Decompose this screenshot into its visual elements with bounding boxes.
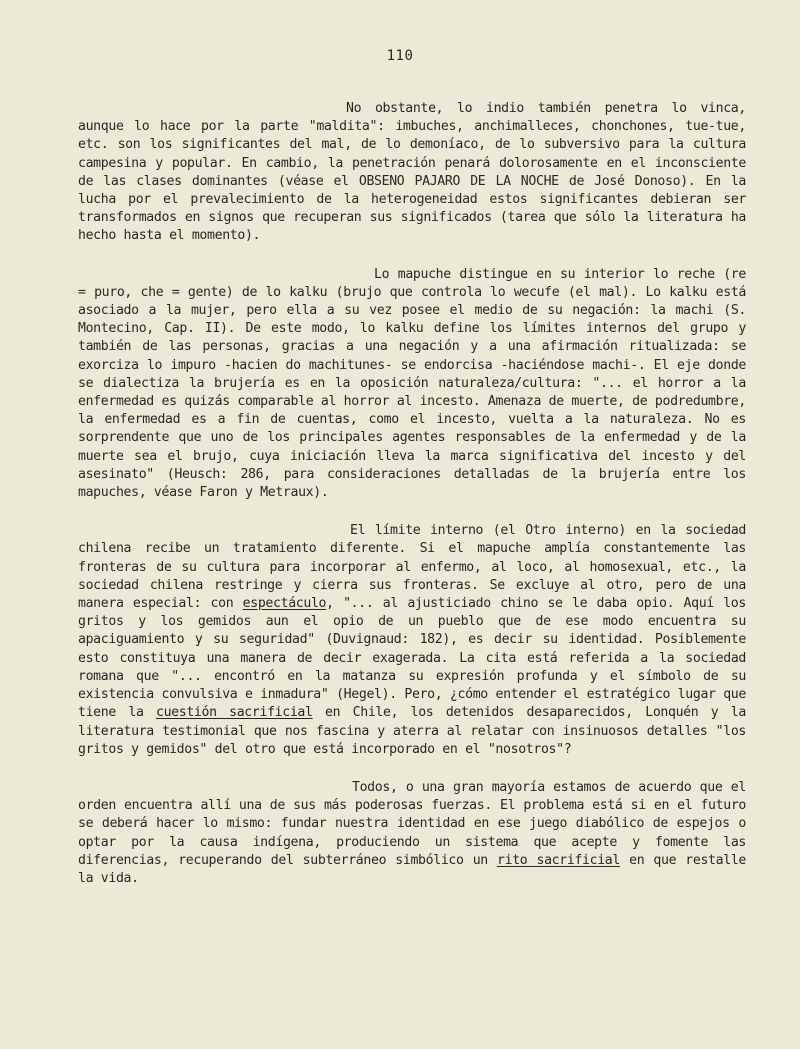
paragraph [78, 779, 746, 888]
paragraph [78, 522, 746, 759]
text-run: en que restalle la vida. [78, 852, 747, 886]
text-run: , "... al ajusticiado chino se le daba opio. Aquí los gritos y los gemidos aun el opio de un pueblo que de ese modo encuentra su apaciguamiento y su seguridad" (Duvignaud: 182), es decir su identidad. Posiblemente esto constituya una manera de decir exagerada. La cita está referida a la sociedad romana que "... encontró en la matanza su expresión profunda y el símbolo de su existencia convulsiva e inmadura" (Hegel). Pero, ¿cómo entender el estratégico lugar que tiene la [78, 596, 746, 721]
paragraph [78, 266, 746, 503]
paragraph [78, 100, 746, 246]
underlined-phrase: rito sacrificial [497, 852, 620, 868]
underlined-phrase: espectáculo [242, 596, 327, 612]
document-body [78, 100, 746, 908]
text-run: en Chile, los detenidos desaparecidos, Lonquén y la literatura testimonial que nos fascina y aterra al relatar con insinuosos detalles "los gritos y gemidos" del otro que está incorporado en el "nosotros"? [78, 705, 746, 757]
text-run: Lo mapuche distingue en su interior lo reche (re = puro, che = gente) de lo kalku (brujo que controla lo wecufe (el mal). Lo kalku está asociado a la mujer, pero ella a su vez posee el medio de su negación: la machi (S. Montecino, Cap. II). De este modo, lo kalku define los límites internos del grupo y también de las personas, gracias a una negación y a una afirmación ritualizada: se exorciza lo impuro -hacien do machitunes- se endorcisa -haciéndose machi-. El eje donde se dialectiza la brujería es en la oposición naturaleza/cultura: "... el horror a la enfermedad es quizás comparable al horror al incesto. Amenaza de muerte, de podredumbre, la enfermedad es a fin de cuentas, como el incesto, vuelta a la naturaleza. No es sorprendente que uno de los principales agentes responsables de la enfermedad y de la muerte sea el brujo, cuya iniciación lleva la marca significativa del incesto y del asesinato" (Heusch: 286, para consideraciones detalladas de la brujería entre los mapuches, véase Faron y Metraux). [78, 266, 746, 501]
text-run: El límite interno (el Otro interno) en la sociedad chilena recibe un tratamiento diferente. Si el mapuche amplía constantemente las fronteras de su cultura para incorporar al enfermo, al loco, al homosexual, etc., la sociedad chilena restringe y cierra sus fronteras. Se excluye al otro, pero de una manera especial: con [78, 523, 746, 612]
text-run: No obstante, lo indio también penetra lo vinca, aunque lo hace por la parte "maldita": imbuches, anchimalleces, chonchones, tue-tue, etc. son los significantes del mal, de lo demoníaco, de lo subversivo para la cultura campesina y popular. En cambio, la penetración penará dolorosamente en el inconsciente de las clases dominantes (véase el OBSENO PAJARO DE LA NOCHE de José Donoso). En la lucha por el prevalecimiento de la heterogeneidad estos significantes debieran ser transformados en signos que recuperan sus significados (tarea que sólo la literatura ha hecho hasta el momento). [78, 101, 746, 244]
text-run: Todos, o una gran mayoría estamos de acuerdo que el orden encuentra allí una de sus más poderosas fuerzas. El problema está si en el futuro se deberá hacer lo mismo: fundar nuestra identidad en ese juego diabólico de espejos o optar por la causa indígena, produciendo un sistema que acepte y fomente las diferencias, recuperando del subterráneo simbólico un [78, 779, 746, 868]
page-number: 110 [386, 48, 414, 64]
underlined-phrase: cuestión sacrificial [155, 705, 313, 721]
